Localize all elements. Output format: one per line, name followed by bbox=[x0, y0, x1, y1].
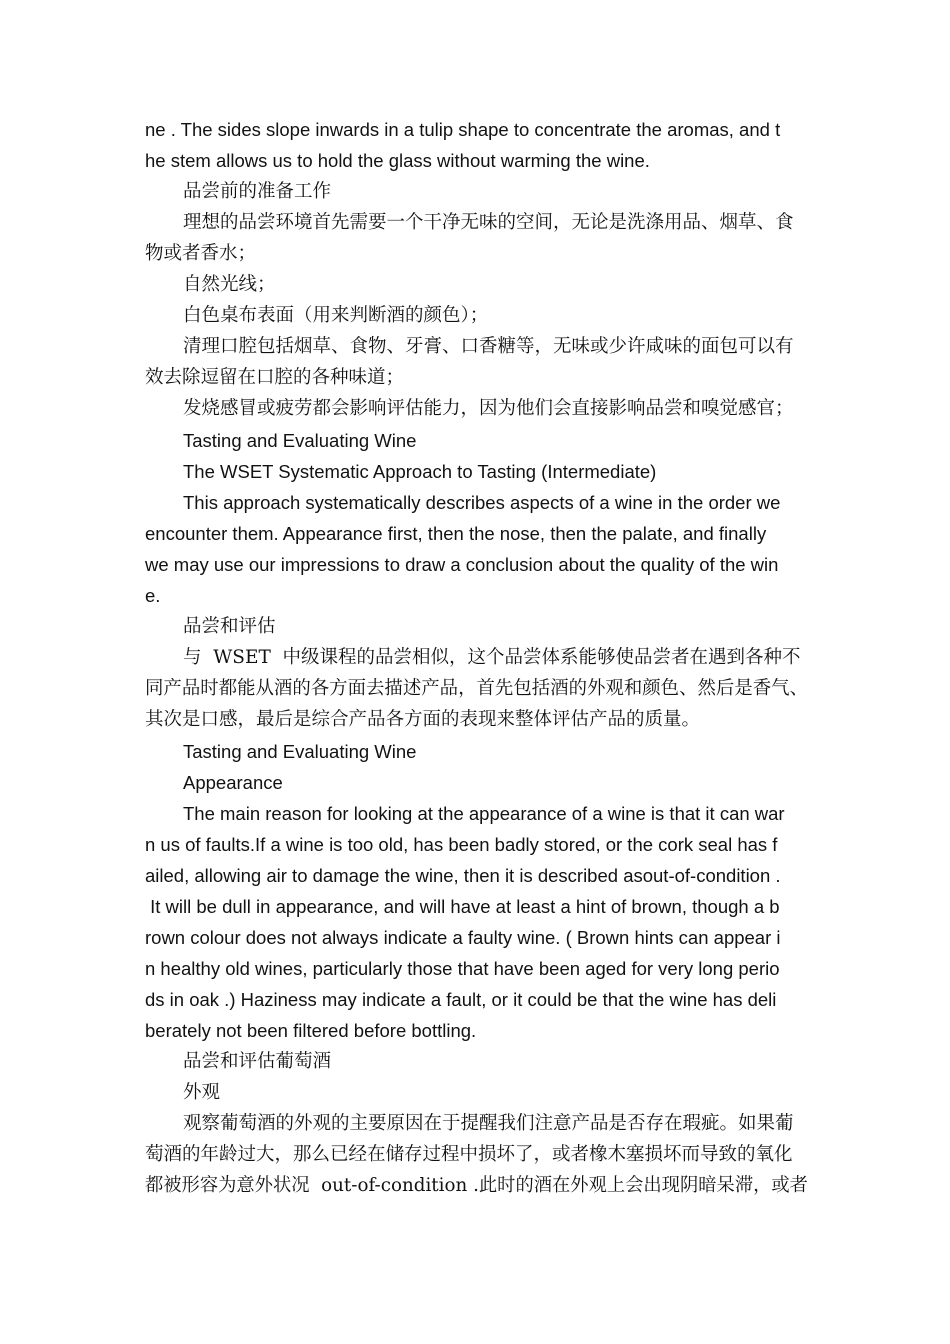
text-line: 与 WSET 中级课程的品尝相似，这个品尝体系能够使品尝者在遇到各种不 bbox=[183, 647, 801, 668]
text-line: 物或者香水； bbox=[145, 243, 257, 264]
text-line: 同产品时都能从酒的各方面去描述产品，首先包括酒的外观和颜色、然后是香气、 bbox=[145, 678, 809, 699]
section-heading: Tasting and Evaluating Wine bbox=[183, 741, 417, 762]
text-line: 白色桌布表面（用来判断酒的颜色）； bbox=[183, 305, 489, 326]
section-subheading: Appearance bbox=[183, 772, 283, 793]
text-line: ds in oak .) Haziness may indicate a fault, or it could be that the wine has deli bbox=[145, 989, 777, 1010]
text-line: 都被形容为意外状况 out-of-condition .此时的酒在外观上会出现阴暗呆滞，或者 bbox=[145, 1175, 808, 1196]
section-subheading: 外观 bbox=[183, 1082, 221, 1103]
text-line: 萄酒的年龄过大，那么已经在储存过程中损坏了，或者橡木塞损坏而导致的氧化 bbox=[145, 1144, 793, 1165]
text-line: 清理口腔包括烟草、食物、牙膏、口香糖等，无味或少许咸味的面包可以有 bbox=[183, 336, 794, 357]
text-line: It will be dull in appearance, and will have at least a hint of brown, though a b bbox=[145, 896, 780, 917]
text-line: berately not been filtered before bottling. bbox=[145, 1020, 477, 1041]
text-line: 发烧感冒或疲劳都会影响评估能力，因为他们会直接影响品尝和嗅觉感官； bbox=[183, 398, 794, 419]
text-line: rown colour does not always indicate a faulty wine. ( Brown hints can appear i bbox=[145, 927, 781, 948]
text-line: The main reason for looking at the appearance of a wine is that it can war bbox=[183, 803, 785, 824]
text-line: e. bbox=[145, 585, 161, 606]
text-line: he stem allows us to hold the glass without warming the wine. bbox=[145, 150, 650, 171]
text-line: 理想的品尝环境首先需要一个干净无味的空间，无论是洗涤用品、烟草、食 bbox=[183, 212, 794, 233]
section-heading: Tasting and Evaluating Wine bbox=[183, 430, 417, 451]
section-subheading: The WSET Systematic Approach to Tasting (Intermediate) bbox=[183, 461, 657, 482]
text-line: ne . The sides slope inwards in a tulip shape to concentrate the aromas, and t bbox=[145, 119, 781, 140]
section-heading: 品尝和评估葡萄酒 bbox=[183, 1051, 332, 1072]
text-line: 自然光线； bbox=[183, 274, 276, 295]
text-line: 其次是口感，最后是综合产品各方面的表现来整体评估产品的质量。 bbox=[145, 709, 701, 730]
text-line: This approach systematically describes aspects of a wine in the order we bbox=[183, 492, 781, 513]
text-line: 效去除逗留在口腔的各种味道； bbox=[145, 367, 405, 388]
text-line: encounter them. Appearance first, then the nose, then the palate, and finally bbox=[145, 523, 767, 544]
text-line: ailed, allowing air to damage the wine, then it is described asout-of-condition . bbox=[145, 865, 781, 886]
text-line: we may use our impressions to draw a conclusion about the quality of the win bbox=[145, 554, 779, 575]
section-heading: 品尝前的准备工作 bbox=[183, 181, 332, 202]
text-line: n healthy old wines, particularly those that have been aged for very long perio bbox=[145, 958, 780, 979]
text-line: n us of faults.If a wine is too old, has been badly stored, or the cork seal has f bbox=[145, 834, 778, 855]
text-line: 观察葡萄酒的外观的主要原因在于提醒我们注意产品是否存在瑕疵。如果葡 bbox=[183, 1113, 794, 1134]
section-heading: 品尝和评估 bbox=[183, 616, 276, 637]
